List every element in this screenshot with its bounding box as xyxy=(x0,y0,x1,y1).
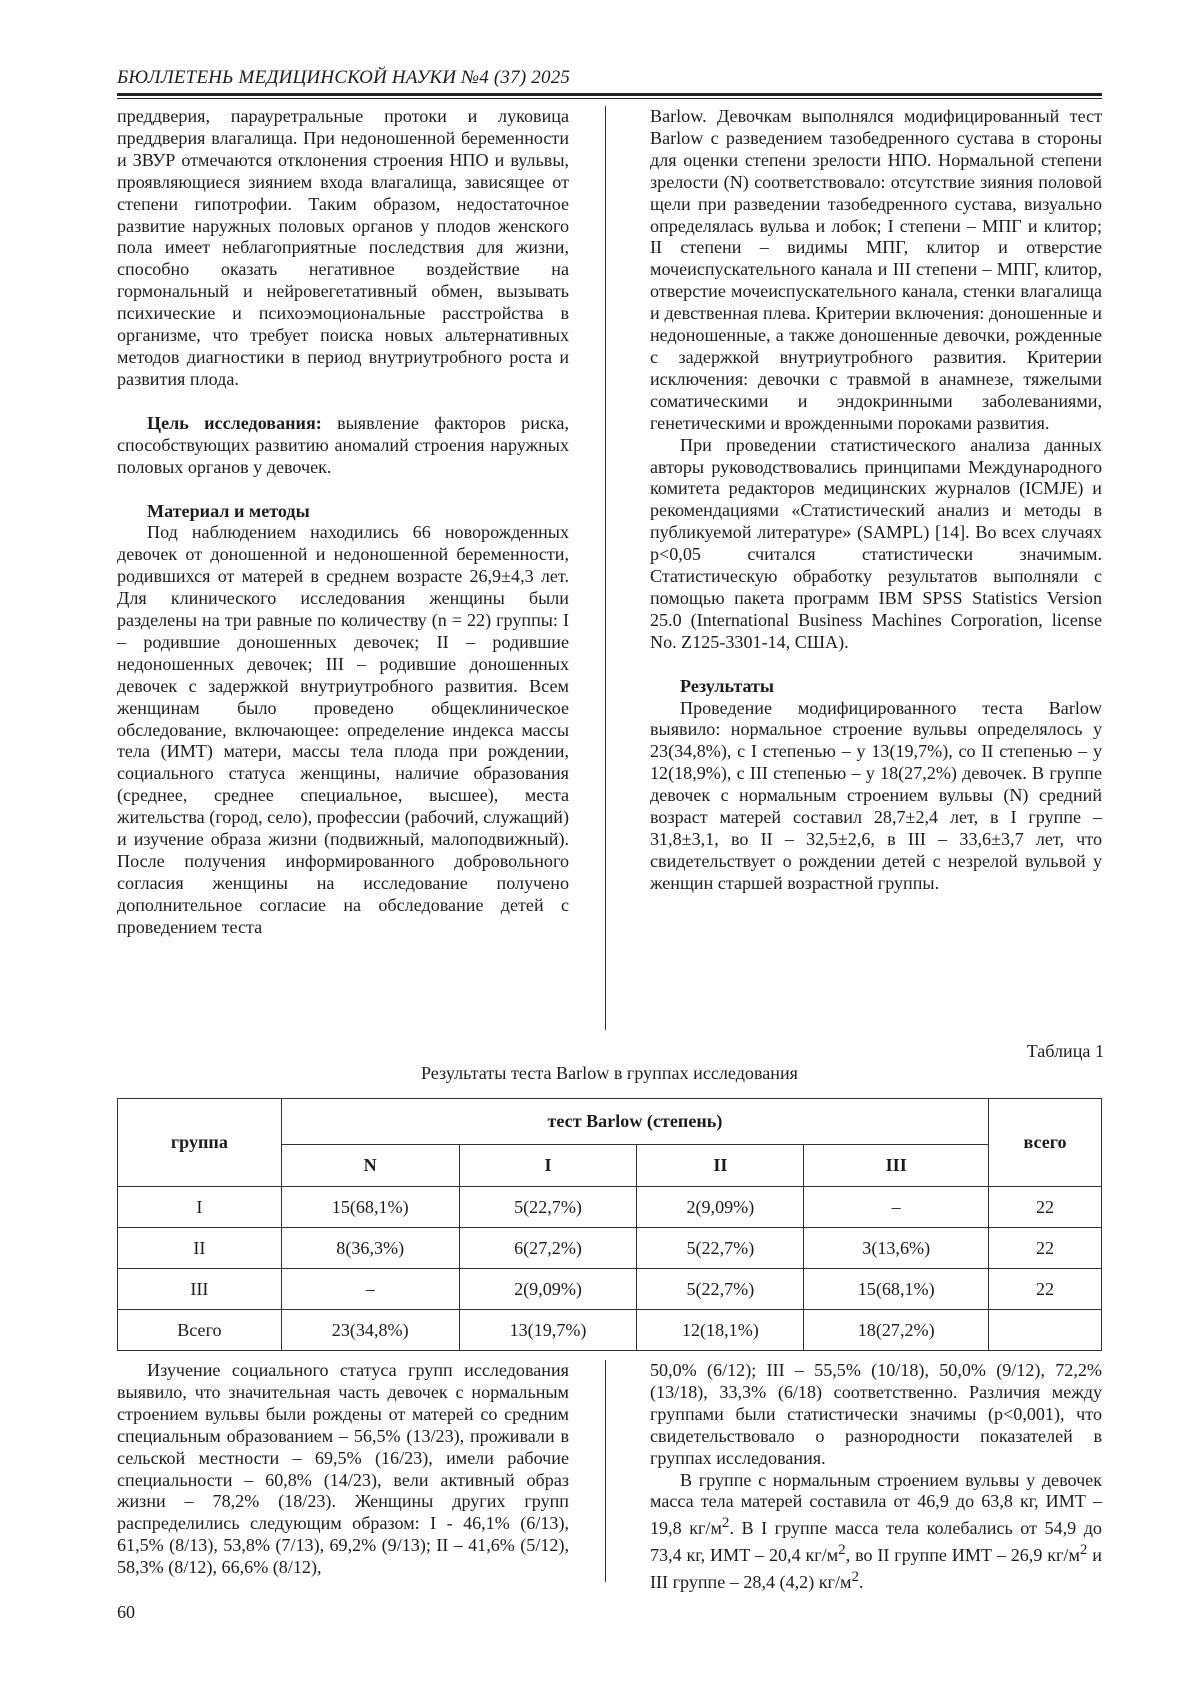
methods-paragraph: Под наблюдением находились 66 новорожденных девочек от доношенной и недоношенной беременности, родившихся от матерей в среднем возрасте 26,9±4,3 лет. Для клинического исследования женщины были разделены на три равные по количеству (n = 22) группы: I – родившие доношенных девочек; II – родившие недоношенных девочек; III – родившие доношенных девочек с задержкой внутриутробного развития. Всем женщинам было проведено общеклиническое обследование, включающее: определение индекса массы тела (ИМТ) матери, массы тела плода при рождении, социального статуса женщины, наличие образования (среднее, среднее специальное, высшее), места жительства (город, село), профессии (рабочий, служащий) и изучение образа жизни (подвижный, малоподвижный). После получения информированного добровольного согласия женщины на исследование получено дополнительное согласие на обследование детей с проведением теста xyxy=(117,522,569,937)
table-cell: 5(22,7%) xyxy=(459,1187,637,1228)
row-group: Всего xyxy=(118,1310,282,1351)
table-row-total xyxy=(118,1310,1102,1351)
top-right-column xyxy=(650,106,1102,895)
row-total: 22 xyxy=(989,1228,1102,1269)
table-row xyxy=(118,1228,1102,1269)
table-cell: 15(68,1%) xyxy=(281,1187,459,1228)
table-cell: 5(22,7%) xyxy=(637,1228,804,1269)
bottom-left-column xyxy=(117,1360,569,1579)
table-row xyxy=(118,1187,1102,1228)
table-cell: 2(9,09%) xyxy=(459,1269,637,1310)
test-header: тест Barlow (степень) xyxy=(281,1099,988,1145)
results-heading: Результаты xyxy=(680,675,775,696)
table-number: Таблица 1 xyxy=(1026,1041,1104,1061)
total-header: всего xyxy=(989,1099,1102,1187)
table-cell: 5(22,7%) xyxy=(637,1269,804,1310)
table-cell: 15(68,1%) xyxy=(804,1269,989,1310)
table-cell: 23(34,8%) xyxy=(281,1310,459,1351)
table-title: Результаты теста Barlow в группах исследования xyxy=(420,1063,798,1083)
row-total: 22 xyxy=(989,1187,1102,1228)
degree-header-ii: II xyxy=(637,1145,804,1187)
barlow-results-table xyxy=(117,1098,1102,1351)
statistics-paragraph: При проведении статистического анализа данных авторы руководствовались принципами Международного комитета редакторов медицинских журналов (ICMJE) и рекомендациями «Статистический анализ и методы в публикуемой литературе» (SAMPL) [14]. Во всех случаях p<0,05 считался статистически значимым. Статистическую обработку результатов выполняли с помощью пакета программ IBM SPSS Statistics Version 25.0 (International Business Machines Corporation, license No. Z125-3301-14, США). xyxy=(650,434,1102,652)
column-divider-top xyxy=(605,106,606,1030)
table-cell: 6(27,2%) xyxy=(459,1228,637,1269)
table-cell: 2(9,09%) xyxy=(637,1187,804,1228)
table-cell: 3(13,6%) xyxy=(804,1228,989,1269)
header-rule-thick xyxy=(117,93,1102,96)
table-cell: 18(27,2%) xyxy=(804,1310,989,1351)
table-cell: 8(36,3%) xyxy=(281,1228,459,1269)
intro-paragraph: преддверия, парауретральные протоки и луковица преддверия влагалища. При недоношенной беременности и ЗВУР отмечаются отклонения строения НПО и вульвы, проявляющиеся зиянием входа влагалища, зависящее от степени гипотрофии. Таким образом, недостаточное развитие наружных половых органов у плодов женского пола имеет неблагоприятные последствия для жизни, способно оказать негативное воздействие на гормональный и нейровегетативный обмен, вызывать психические и психоэмоциональные расстройства в организме, что требует поиска новых альтернативных методов диагностики в период внутриутробного роста и развития плода. xyxy=(117,106,569,389)
row-total xyxy=(989,1310,1102,1351)
group-header: группа xyxy=(118,1099,282,1187)
table-cell: 13(19,7%) xyxy=(459,1310,637,1351)
row-total: 22 xyxy=(989,1269,1102,1310)
bottom-right-column xyxy=(650,1360,1102,1594)
social-status-paragraph: Изучение социального статуса групп исследования выявило, что значительная часть девочек с нормальным строением вульвы были рождены от матерей со средним специальным образованием – 56,5% (13/23), проживали в сельской местности – 69,5% (16/23), имели рабочие специальности – 60,8% (14/23), вели активный образ жизни – 78,2% (18/23). Женщины других групп распределились следующим образом: I - 46,1% (6/13), 61,5% (8/13), 53,8% (7/13), 69,2% (9/13); II – 41,6% (5/12), 58,3% (8/12), 66,6% (8/12), xyxy=(117,1360,569,1578)
row-group: I xyxy=(118,1187,282,1228)
table-cell: – xyxy=(804,1187,989,1228)
running-header xyxy=(117,66,1102,99)
aim-paragraph xyxy=(117,413,569,479)
degree-header-n: N xyxy=(281,1145,459,1187)
table-row xyxy=(118,1269,1102,1310)
methods-heading: Материал и методы xyxy=(147,500,310,521)
top-left-column xyxy=(117,106,569,939)
table-cell: 12(18,1%) xyxy=(637,1310,804,1351)
degree-header-iii: III xyxy=(804,1145,989,1187)
table-cell: – xyxy=(281,1269,459,1310)
aim-label: Цель исследования: xyxy=(147,412,322,433)
header-rule-thin xyxy=(117,98,1102,99)
row-group: II xyxy=(118,1228,282,1269)
social-status-continuation: 50,0% (6/12); III – 55,5% (10/18), 50,0% (9/12), 72,2% (13/18), 33,3% (6/18) соответственно. Различия между группами были статистически значимы (p<0,001), что свидетельствовало о разнородности показателей в группах исследования. xyxy=(650,1360,1102,1468)
journal-title: БЮЛЛЕТЕНЬ МЕДИЦИНСКОЙ НАУКИ №4 (37) 2025 xyxy=(117,67,571,88)
row-group: III xyxy=(118,1269,282,1310)
column-divider-bottom xyxy=(605,1360,606,1582)
barlow-paragraph: Barlow. Девочкам выполнялся модифицированный тест Barlow с разведением тазобедренного сустава в стороны для оценки степени зрелости НПО. Нормальной степени зрелости (N) соответствовало: отсутствие зияния половой щели при разведении тазобедренного сустава, визуально определялась вульва и лобок; I степени – МПГ и клитор; II степени – видимы МПГ, клитор и отверстие мочеиспускательного канала и III степени – МПГ, клитор, отверстие мочеиспускательного канала, стенки влагалища и девственная плева. Критерии включения: доношенные и недоношенные, а также доношенные девочки, рожденные с задержкой внутриутробного развития. Критерии исключения: девочки с травмой в анамнезе, тяжелыми соматическими и эндокринными заболеваниями, генетическими и врожденными пороками развития. xyxy=(650,106,1102,433)
bmi-paragraph: В группе с нормальным строением вульвы у девочек масса тела матерей составила от 46,9 до 63,8 кг, ИМТ – 19,8 $кг/м^2$. В I группе масса тела колебались от 54,9 до 73,4 кг, ИМТ – 20,4 $кг/м^2$, во II группе ИМТ – 26,9 $кг/м^2$ и III группе – 28,4 (4,2) $кг/м^2$. xyxy=(650,1469,1102,1593)
results-paragraph: Проведение модифицированного теста Barlow выявило: нормальное строение вульвы определялось у 23(34,8%), с I степенью – у 13(19,7%), со II степенью – у 12(18,9%), с III степенью – у 18(27,2%) девочек. В группе девочек с нормальным строением вульвы (N) средний возраст матерей составил 28,7±2,4 лет, в I группе – 31,8±3,1, во II – 32,5±2,6, в III – 33,6±3,7 лет, что свидетельствует о рождении детей с незрелой вульвой у женщин старшей возрастной группы. xyxy=(650,697,1102,893)
degree-header-i: I xyxy=(459,1145,637,1187)
aim-text: выявление факторов риска, способствующих развитию аномалий строения наружных половых органов у девочек. xyxy=(117,412,569,477)
page-number: 60 xyxy=(117,1602,136,1622)
